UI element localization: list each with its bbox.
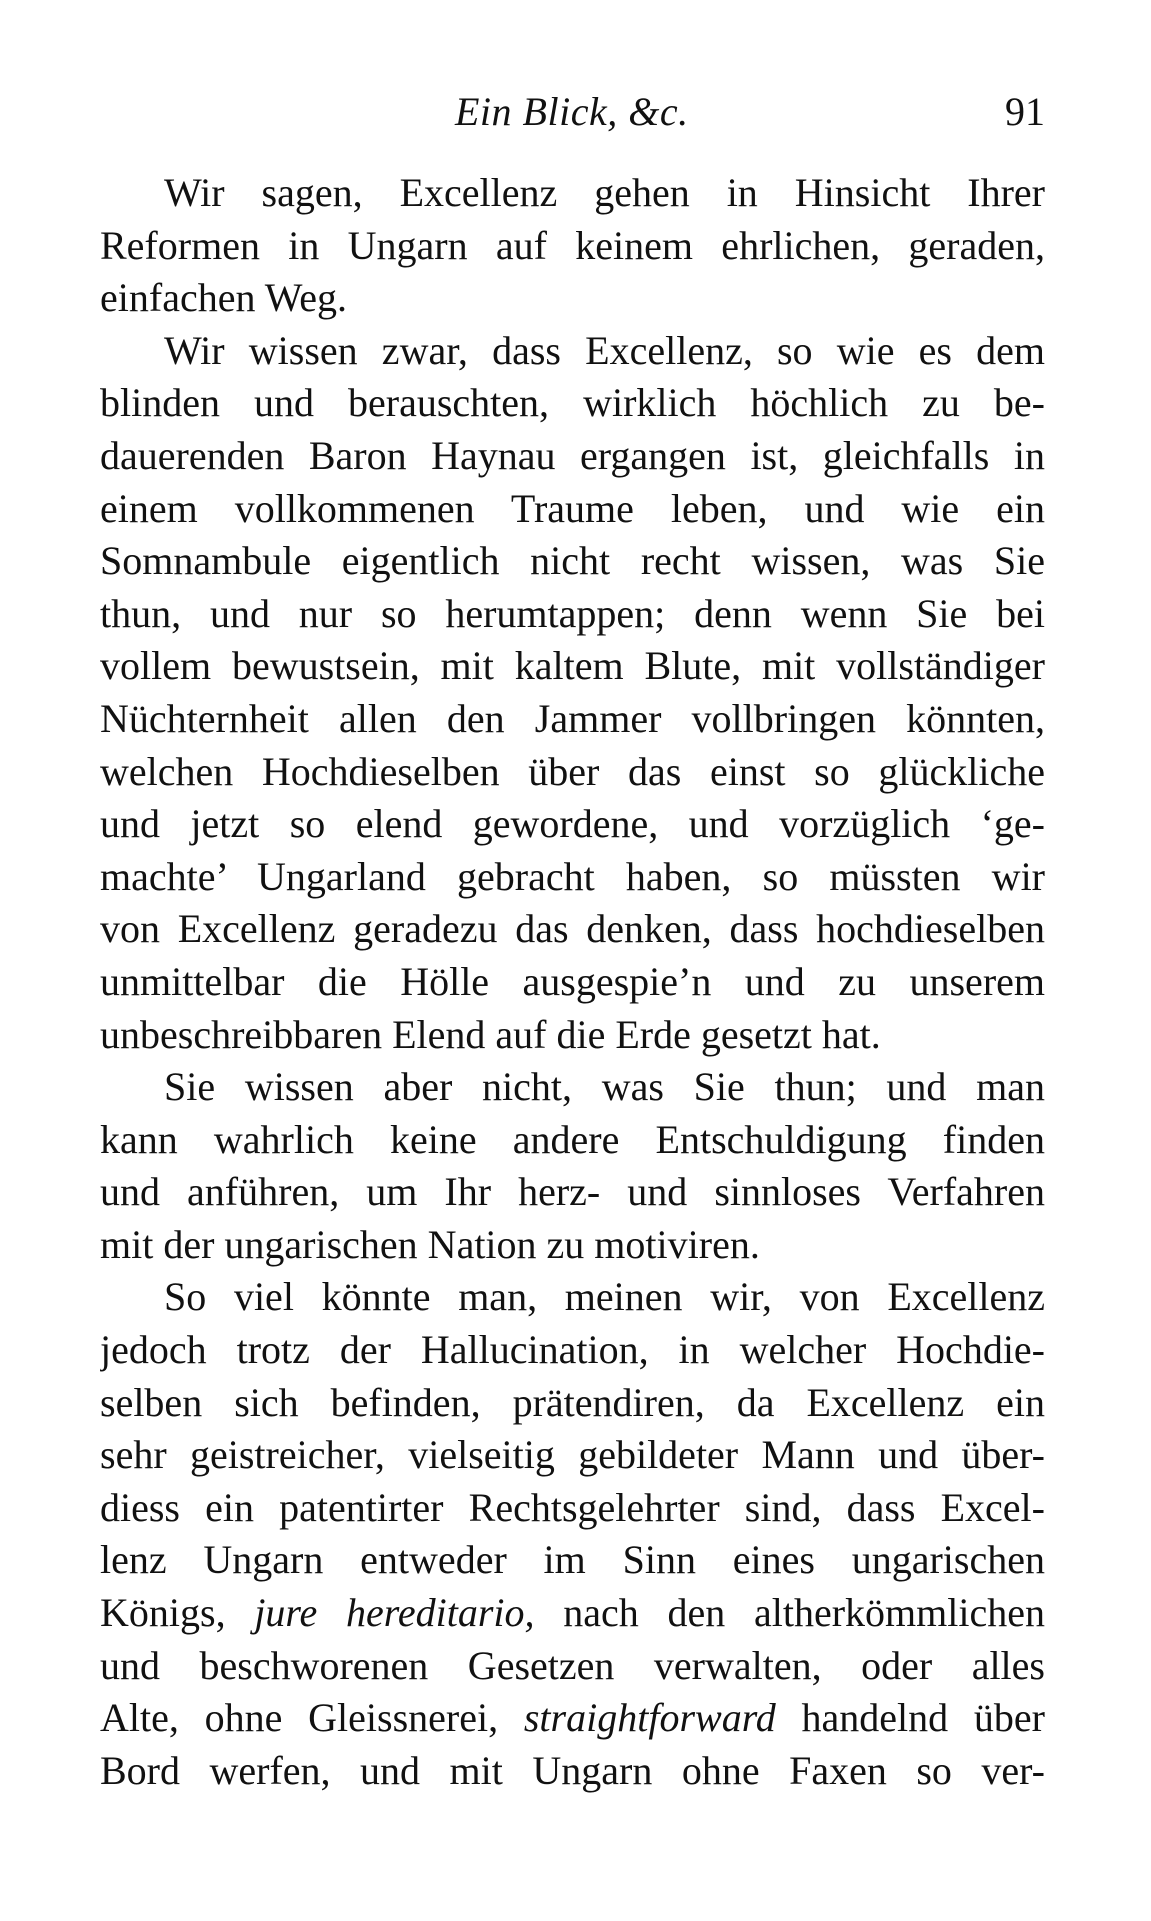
text-line: mit der ungarischen Nation zu motiviren. xyxy=(100,1221,760,1267)
text-line: Nüchternheit allen den Jammer vollbringen könnten, xyxy=(100,695,1045,741)
text-line: blinden und berauschten, wirklich höchlich zu be- xyxy=(100,380,1045,426)
running-title: Ein Blick, &c. xyxy=(455,89,689,134)
text-line: einfachen Weg. xyxy=(100,275,348,321)
italic-phrase: straightforward xyxy=(523,1695,776,1741)
text-line: kann wahrlich keine andere Entschuldigung finden xyxy=(100,1116,1045,1162)
page-number: 91 xyxy=(1005,89,1045,134)
text-line: und jetzt so elend gewordene, und vorzüglich ‘ge- xyxy=(100,801,1045,847)
text-line: lenz Ungarn entweder im Sinn eines ungarischen xyxy=(100,1537,1045,1583)
text-line: welchen Hochdieselben über das einst so glückliche xyxy=(100,748,1045,794)
text-line xyxy=(100,1692,1045,1745)
text-line: diess ein patentirter Rechtsgelehrter sind, dass Excel- xyxy=(100,1484,1045,1530)
text-line: Reformen in Ungarn auf keinem ehrlichen, geraden, xyxy=(100,222,1045,268)
text-line: jedoch trotz der Hallucination, in welcher Hochdie- xyxy=(100,1327,1045,1373)
text-line: thun, und nur so herumtappen; denn wenn Sie bei xyxy=(100,590,1045,636)
text-line: Wir sagen, Excellenz gehen in Hinsicht Ihrer xyxy=(164,170,1045,215)
text-line: machte’ Ungarland gebracht haben, so müssten wir xyxy=(100,853,1045,899)
text-line: unmittelbar die Hölle ausgespie’n und zu unserem xyxy=(100,958,1045,1004)
text-line: Wir wissen zwar, dass Excellenz, so wie es dem xyxy=(164,327,1045,373)
text-line: sehr geistreicher, vielseitig gebildeter Mann und über- xyxy=(100,1432,1045,1478)
text-line: und beschworenen Gesetzen verwalten, oder alles xyxy=(100,1642,1045,1688)
text-line: Bord werfen, und mit Ungarn ohne Faxen so ver- xyxy=(100,1747,1045,1793)
body-text xyxy=(100,167,1045,1797)
text-line: So viel könnte man, meinen wir, von Excellenz xyxy=(164,1274,1045,1320)
text-segment: Alte, ohne Gleissnerei, xyxy=(100,1695,524,1741)
text-line: einem vollkommenen Traume leben, und wie ein xyxy=(100,485,1045,531)
text-line: selben sich befinden, prätendiren, da Excellenz ein xyxy=(100,1379,1045,1425)
text-segment: handelnd über xyxy=(775,1695,1045,1741)
text-line: Somnambule eigentlich nicht recht wissen, was Sie xyxy=(100,538,1045,584)
text-line: und anführen, um Ihr herz- und sinnloses Verfahren xyxy=(100,1169,1045,1215)
text-line: von Excellenz geradezu das denken, dass hochdieselben xyxy=(100,906,1045,952)
text-segment: nach den altherkömmlichen xyxy=(534,1590,1045,1636)
text-line: dauerenden Baron Haynau ergangen ist, gleichfalls in xyxy=(100,432,1045,478)
text-line: unbeschreibbaren Elend auf die Erde gesetzt hat. xyxy=(100,1011,881,1057)
text-segment: Königs, xyxy=(100,1590,255,1636)
text-line xyxy=(100,1587,1045,1640)
italic-phrase: jure hereditario, xyxy=(254,1590,535,1636)
running-head xyxy=(100,82,1045,142)
text-line: Sie wissen aber nicht, was Sie thun; und man xyxy=(164,1064,1045,1110)
text-line: vollem bewustsein, mit kaltem Blute, mit vollständiger xyxy=(100,643,1045,689)
